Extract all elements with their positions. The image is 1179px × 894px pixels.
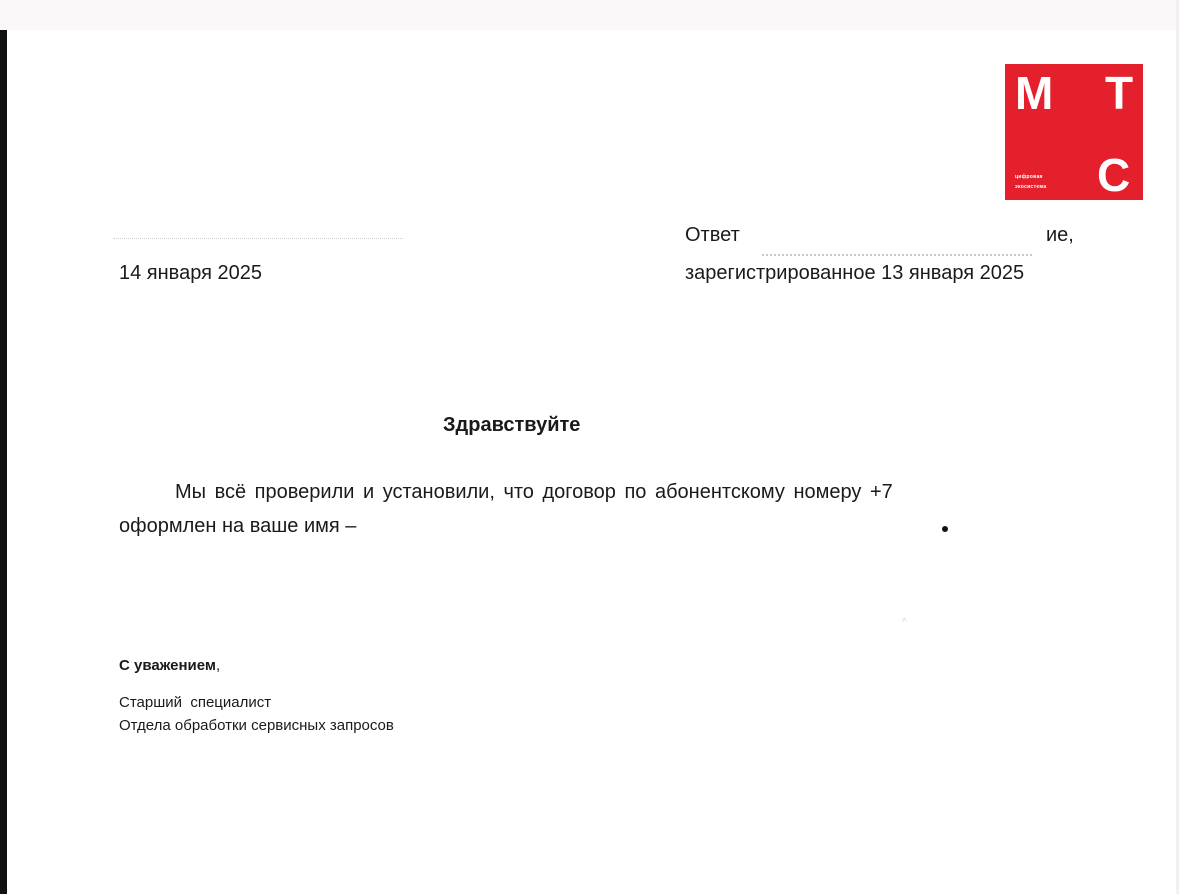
logo-letter-t: Т <box>1105 67 1134 119</box>
left-page-edge <box>0 30 7 894</box>
document-page <box>7 30 1176 894</box>
closing-regards <box>119 657 220 674</box>
stray-dot-mark <box>942 526 948 532</box>
faint-caret-mark: ^ <box>902 617 907 628</box>
redaction-dotted-line <box>762 254 1032 256</box>
logo-tagline <box>1015 172 1046 192</box>
greeting: Здравствуйте <box>443 414 581 436</box>
redacted-dotted-line <box>113 238 403 239</box>
logo-letter-s: С <box>1097 149 1131 201</box>
signature-department: Отдела обработки сервисных запросов <box>119 717 394 734</box>
top-border-strip <box>0 0 1179 30</box>
logo-letter-m: М <box>1015 67 1054 119</box>
reference-line1-start: Ответ <box>685 224 740 246</box>
mts-logo <box>1005 64 1143 200</box>
closing-text: С уважением <box>119 657 217 674</box>
logo-tagline-line1: цифровая <box>1015 174 1043 180</box>
logo-tagline-line2: экосистема <box>1015 184 1047 190</box>
reference-line1-end: ие, <box>1046 224 1074 246</box>
redacted-area <box>750 224 1040 256</box>
closing-comma: , <box>216 657 221 674</box>
signature-title: Старший специалист <box>119 694 272 711</box>
reference-line2: зарегистрированное 13 января 2025 <box>685 262 1025 284</box>
body-paragraph-line2: оформлен на ваше имя – <box>119 515 357 537</box>
body-paragraph-line1: Мы всё проверили и установили, что договор по абонентскому номеру +7 <box>175 481 893 503</box>
letter-date: 14 января 2025 <box>119 262 262 284</box>
